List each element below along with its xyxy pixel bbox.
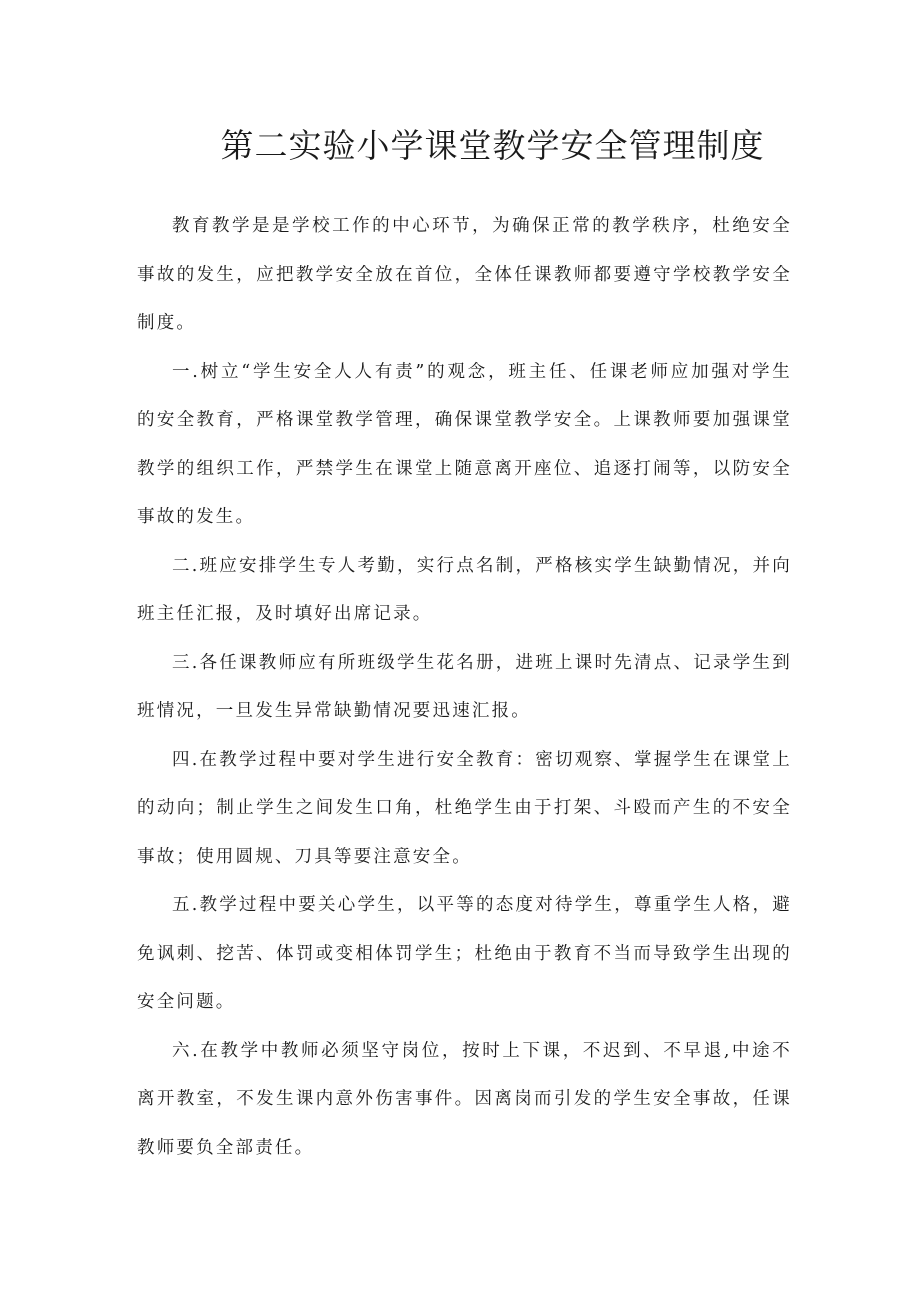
intro-paragraph: 教育教学是是学校工作的中心环节，为确保正常的教学秩序，杜绝安全事故的发生，应把教学安全放在首位，全体任课教师都要遵守学校教学安全制度。 <box>137 216 792 333</box>
document-body <box>137 202 792 1172</box>
rule-paragraph-1: 一.树立“学生安全人人有责”的观念，班主任、任课老师应加强对学生的安全教育，严格课堂教学管理，确保课堂教学安全。上课教师要加强课堂教学的组织工作，严禁学生在课堂上随意离开座位、追逐打闹等，以防安全事故的发生。 <box>137 361 792 527</box>
rule-paragraph-4: 四.在教学过程中要对学生进行安全教育：密切观察、掌握学生在课堂上的动向；制止学生之间发生口角，杜绝学生由于打架、斗殴而产生的不安全事故；使用圆规、刀具等要注意安全。 <box>137 749 792 867</box>
document-title: 第二实验小学课堂教学安全管理制度 <box>220 126 765 165</box>
rule-paragraph-5: 五.教学过程中要关心学生，以平等的态度对待学生，尊重学生人格，避免讽刺、挖苦、体罚或变相体罚学生；杜绝由于教育不当而导致学生出现的安全问题。 <box>137 895 792 1012</box>
rule-paragraph-6: 六.在教学中教师必须坚守岗位，按时上下课，不迟到、不早退,中途不离开教室，不发生课内意外伤害事件。因离岗而引发的学生安全事故，任课教师要负全部责任。 <box>137 1040 792 1158</box>
rule-paragraph-3: 三.各任课教师应有所班级学生花名册，进班上课时先清点、记录学生到班情况，一旦发生异常缺勤情况要迅速汇报。 <box>137 652 792 721</box>
rule-paragraph-2: 二.班应安排学生专人考勤，实行点名制，严格核实学生缺勤情况，并向班主任汇报，及时填好出席记录。 <box>137 555 792 624</box>
